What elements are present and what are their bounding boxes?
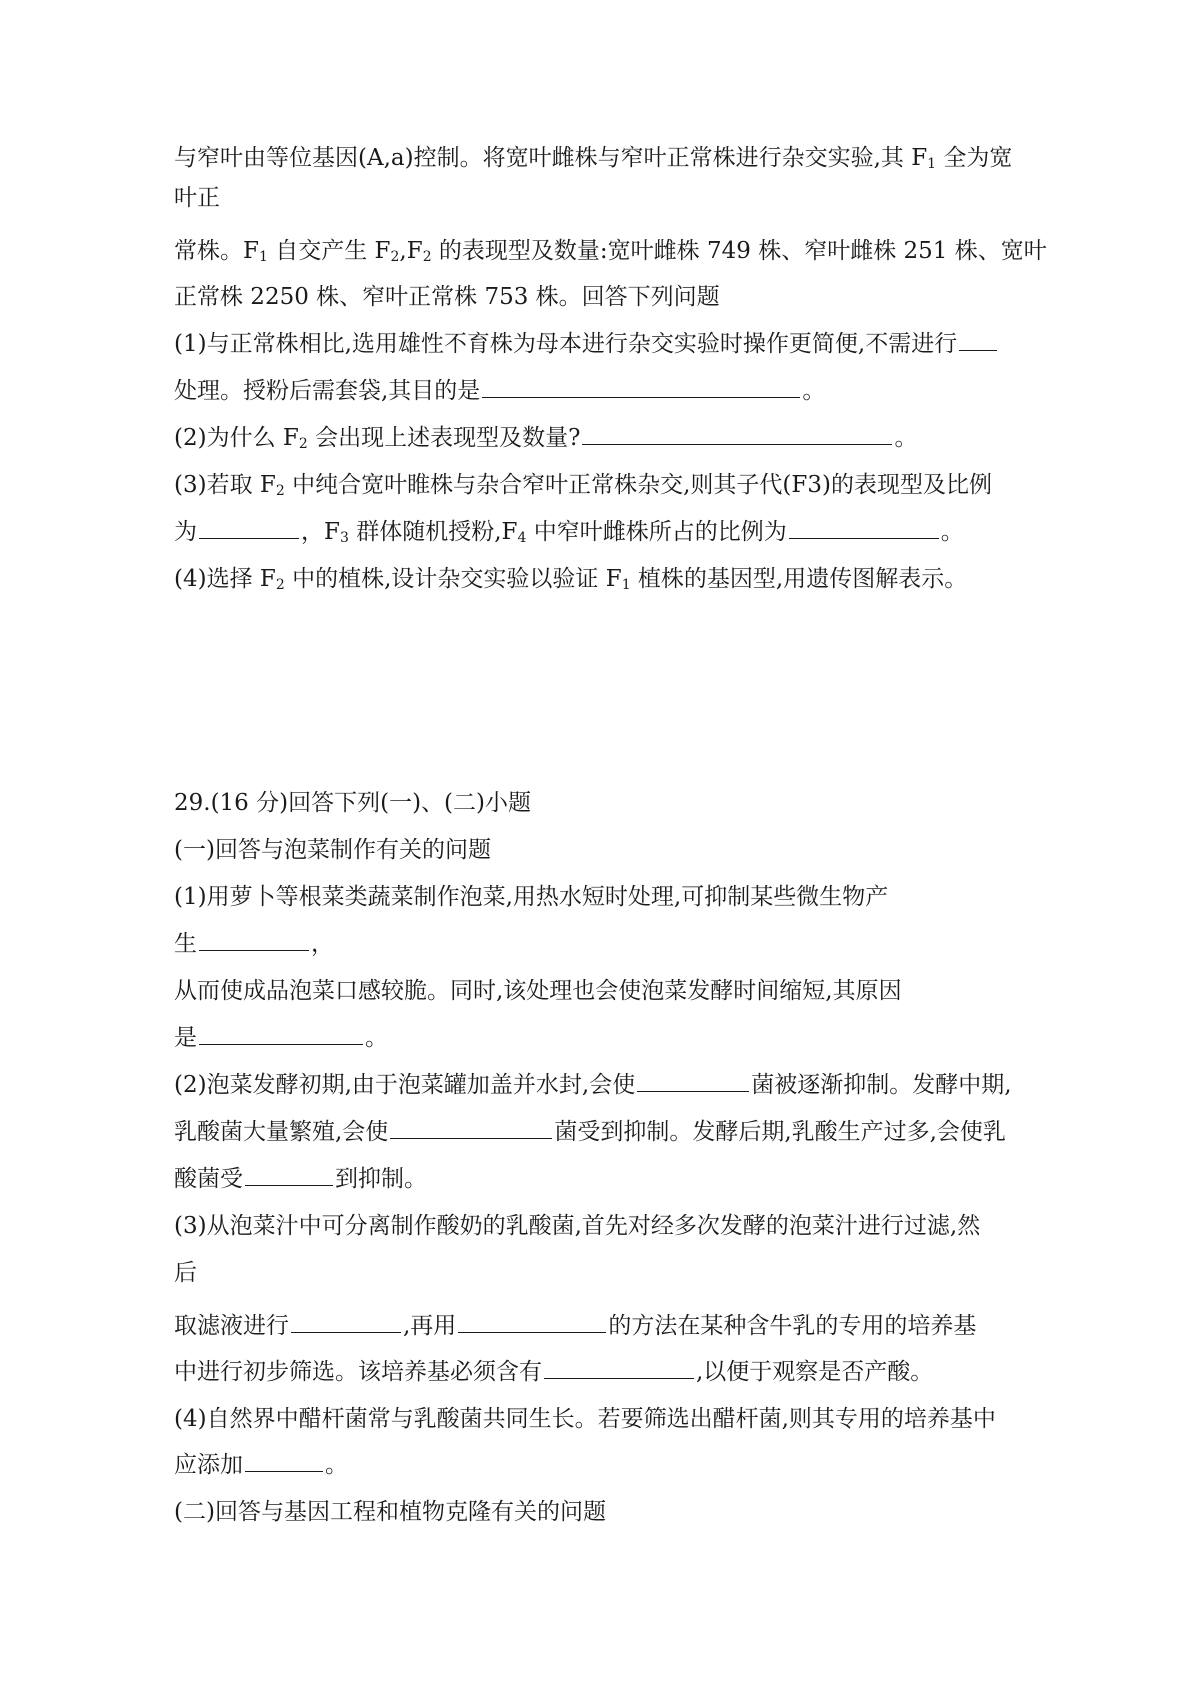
intro-line-2: 叶正	[174, 185, 220, 211]
part-1-q1-line-2: 生 ，	[174, 931, 334, 957]
answer-blank[interactable]	[199, 932, 309, 951]
answer-blank[interactable]	[789, 520, 939, 539]
intro-line-1: 与窄叶由等位基因(A,a)控制。将宽叶雌株与窄叶正常株进行杂交实验,其 $F_1$ 全为宽	[174, 145, 1013, 172]
question-2: (2)为什么 $F_2$ 会出现上述表现型及数量? 。	[174, 425, 918, 452]
part-1-q1-line-1: (1)用萝卜等根菜类蔬菜制作泡菜,用热水短时处理,可抑制某些微生物产	[174, 884, 889, 910]
part-1-q2-line-3: 酸菌受 到抑制。	[174, 1166, 427, 1192]
part-1-heading: (一)回答与泡菜制作有关的问题	[174, 837, 491, 863]
answer-blank[interactable]	[291, 1314, 401, 1333]
answer-blank[interactable]	[245, 1167, 333, 1186]
question-1-line-1: (1)与正常株相比,选用雄性不育株为母本进行杂交实验时操作更简便,不需进行	[174, 329, 999, 359]
part-1-q1-line-4: 是 。	[174, 1025, 388, 1051]
intro-line-4: 正常株 2250 株、窄叶正常株 753 株。回答下列问题	[174, 284, 720, 310]
answer-blank[interactable]	[245, 1453, 323, 1472]
answer-blank[interactable]	[637, 1073, 749, 1092]
part-1-q4-line-2: 应添加 。	[174, 1452, 348, 1478]
part-1-q1-line-3: 从而使成品泡菜口感较脆。同时,该处理也会使泡菜发酵时间缩短,其原因	[174, 978, 902, 1004]
question-1-line-2: 处理。授粉后需套袋,其目的是 。	[174, 378, 826, 404]
answer-blank[interactable]	[458, 1314, 606, 1333]
answer-blank[interactable]	[199, 1026, 363, 1045]
part-1-q3-line-1: (3)从泡菜汁中可分离制作酸奶的乳酸菌,首先对经多次发酵的泡菜汁进行过滤,然	[174, 1213, 981, 1239]
question-3-line-1: (3)若取 $F_2$ 中纯合宽叶睢株与杂合窄叶正常株杂交,则其子代(F3)的表现型及比例	[174, 472, 992, 499]
question-29-title: 29.(16 分)回答下列(一)、(二)小题	[174, 790, 531, 816]
answer-blank[interactable]	[582, 426, 892, 445]
answer-blank[interactable]	[482, 379, 800, 398]
answer-blank[interactable]	[199, 520, 299, 539]
part-1-q2-line-1: (2)泡菜发酵初期,由于泡菜罐加盖并水封,会使 菌被逐渐抑制。发酵中期,	[174, 1072, 1012, 1098]
question-4: (4)选择 $F_2$ 中的植株,设计杂交实验以验证 $F_1$ 植株的基因型,用遗传图解表示。	[174, 566, 968, 593]
part-2-heading: (二)回答与基因工程和植物克隆有关的问题	[174, 1499, 606, 1525]
answer-blank[interactable]	[959, 332, 997, 351]
part-1-q2-line-2: 乳酸菌大量繁殖,会使 菌受到抑制。发酵后期,乳酸生产过多,会使乳	[174, 1119, 1006, 1145]
answer-blank[interactable]	[544, 1360, 694, 1379]
question-3-line-2: 为 ，$F_3$ 群体随机授粉$,F_4$ 中窄叶雌株所占的比例为 。	[174, 519, 964, 546]
part-1-q4-line-1: (4)自然界中醋杆菌常与乳酸菌共同生长。若要筛选出醋杆菌,则其专用的培养基中	[174, 1406, 996, 1432]
part-1-q3-line-4: 中进行初步筛选。该培养基必须含有 ,以便于观察是否产酸。	[174, 1359, 934, 1385]
answer-blank[interactable]	[390, 1120, 552, 1139]
intro-line-3: 常株。$F_1$ 自交产生 $F_2,F_2$ 的表现型及数量:宽叶雌株 749 株、窄叶雌株 251 株、宽叶	[174, 238, 1047, 265]
part-1-q3-line-3: 取滤液进行 ,再用 的方法在某种含牛乳的专用的培养基	[174, 1313, 977, 1339]
part-1-q3-line-2: 后	[174, 1260, 197, 1286]
